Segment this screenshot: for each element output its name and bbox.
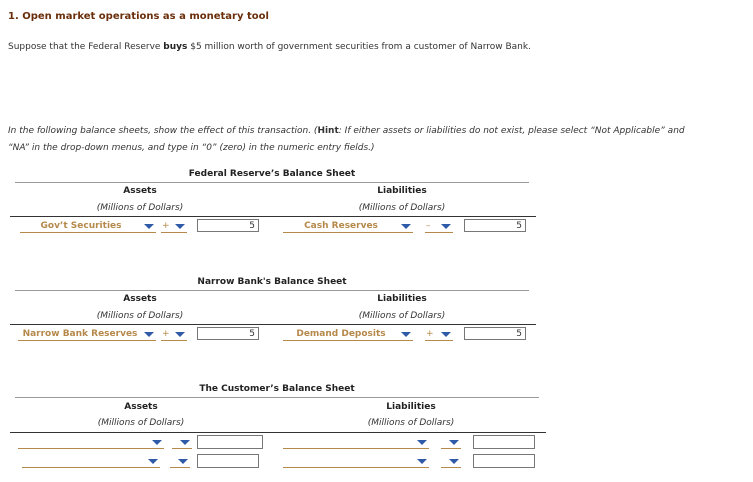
customer-asset-item-dropdown-2[interactable] bbox=[22, 455, 160, 468]
question-text: Suppose that the Federal Reserve buys $5 million worth of government securities from a customer of Narrow Bank. bbox=[8, 42, 531, 52]
chevron-down-icon bbox=[441, 224, 451, 229]
chevron-down-icon bbox=[178, 459, 188, 464]
fed-liab-amount-input[interactable]: 5 bbox=[464, 219, 526, 232]
fed-asset-amount-input[interactable]: 5 bbox=[197, 219, 259, 232]
chevron-down-icon bbox=[148, 459, 158, 464]
bank-sheet-title: Narrow Bank's Balance Sheet bbox=[197, 277, 347, 287]
customer-liab-sign-dropdown-2[interactable] bbox=[441, 455, 461, 468]
customer-sheet-title: The Customer’s Balance Sheet bbox=[199, 384, 355, 394]
chevron-down-icon bbox=[417, 440, 427, 445]
customer-liab-amount-input-1[interactable] bbox=[473, 435, 535, 449]
bank-liab-item-dropdown[interactable] bbox=[283, 328, 413, 341]
bank-asset-sign-dropdown[interactable] bbox=[161, 328, 187, 341]
customer-asset-amount-input-1[interactable] bbox=[197, 435, 263, 449]
chevron-down-icon bbox=[144, 332, 154, 337]
bank-liab-amount-input[interactable]: 5 bbox=[464, 327, 526, 340]
fed-asset-item-value: Gov’t Securities bbox=[40, 221, 122, 231]
chevron-down-icon bbox=[417, 459, 427, 464]
instructions: In the following balance sheets, show the effect of this transaction. (Hint: If either assets or liabilities do not exist, please select “Not Applicable” and “NA” in the drop-down menus, and type in “0” (zero) in the numeric entry fields.) bbox=[8, 126, 685, 153]
question-title: 1. Open market operations as a monetary tool bbox=[8, 11, 269, 22]
bank-asset-item-dropdown[interactable] bbox=[18, 328, 156, 341]
chevron-down-icon bbox=[449, 440, 459, 445]
customer-assets-units: (Millions of Dollars) bbox=[97, 418, 185, 428]
chevron-down-icon bbox=[152, 440, 162, 445]
chevron-down-icon bbox=[180, 440, 190, 445]
fed-liab-sign-dropdown[interactable] bbox=[425, 220, 453, 233]
fed-header-rule bbox=[10, 216, 536, 217]
chevron-down-icon bbox=[401, 332, 411, 337]
fed-assets-units: (Millions of Dollars) bbox=[96, 203, 184, 213]
fed-asset-item-dropdown[interactable] bbox=[20, 220, 156, 233]
bank-assets-header: Assets bbox=[123, 294, 157, 304]
chevron-down-icon bbox=[449, 459, 459, 464]
customer-asset-sign-dropdown-1[interactable] bbox=[172, 436, 192, 449]
customer-asset-amount-input-2[interactable] bbox=[197, 454, 259, 468]
customer-asset-sign-dropdown-2[interactable] bbox=[170, 455, 190, 468]
bank-asset-amount-input[interactable]: 5 bbox=[197, 327, 259, 340]
bank-asset-item-value: Narrow Bank Reserves bbox=[22, 329, 138, 339]
chevron-down-icon bbox=[175, 224, 185, 229]
customer-asset-item-dropdown-1[interactable] bbox=[18, 436, 164, 449]
chevron-down-icon bbox=[401, 224, 411, 229]
bank-liabilities-units: (Millions of Dollars) bbox=[358, 311, 446, 321]
bank-header-rule bbox=[10, 324, 536, 325]
chevron-down-icon bbox=[441, 332, 451, 337]
fed-top-rule bbox=[15, 182, 529, 183]
fed-sheet-title: Federal Reserve’s Balance Sheet bbox=[188, 169, 356, 179]
fed-liabilities-header: Liabilities bbox=[377, 186, 427, 196]
bank-liab-sign-dropdown[interactable] bbox=[425, 328, 453, 341]
customer-liab-item-dropdown-1[interactable] bbox=[283, 436, 429, 449]
fed-liab-item-value: Cash Reserves bbox=[304, 221, 378, 231]
fed-liabilities-units: (Millions of Dollars) bbox=[358, 203, 446, 213]
bank-liab-item-value: Demand Deposits bbox=[296, 329, 386, 339]
customer-liabilities-header: Liabilities bbox=[386, 402, 436, 412]
bank-liab-sign-value: + bbox=[426, 329, 434, 339]
fed-liab-item-dropdown[interactable] bbox=[283, 220, 413, 233]
customer-liabilities-units: (Millions of Dollars) bbox=[367, 418, 455, 428]
bank-top-rule bbox=[15, 290, 529, 291]
bank-asset-sign-value: + bbox=[162, 329, 170, 339]
bank-liabilities-header: Liabilities bbox=[377, 294, 427, 304]
fed-liab-sign-value: – bbox=[426, 221, 431, 231]
customer-header-rule bbox=[10, 432, 546, 433]
customer-liab-item-dropdown-2[interactable] bbox=[283, 455, 429, 468]
chevron-down-icon bbox=[175, 332, 185, 337]
bank-assets-units: (Millions of Dollars) bbox=[96, 311, 184, 321]
fed-asset-sign-value: + bbox=[162, 221, 170, 231]
customer-top-rule bbox=[15, 397, 539, 398]
fed-asset-sign-dropdown[interactable] bbox=[161, 220, 187, 233]
customer-assets-header: Assets bbox=[124, 402, 158, 412]
customer-liab-amount-input-2[interactable] bbox=[473, 454, 535, 468]
chevron-down-icon bbox=[144, 224, 154, 229]
customer-liab-sign-dropdown-1[interactable] bbox=[441, 436, 461, 449]
fed-assets-header: Assets bbox=[123, 186, 157, 196]
